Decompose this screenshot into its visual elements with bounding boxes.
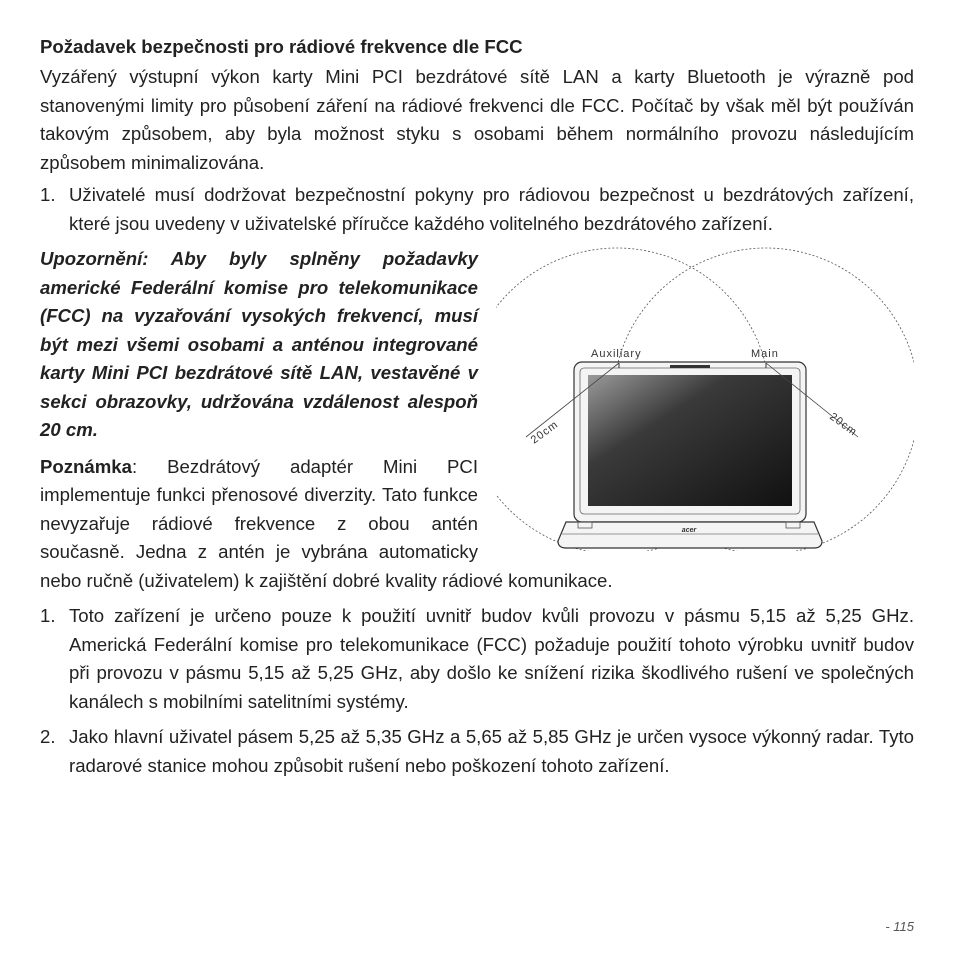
laptop-antenna-figure xyxy=(496,245,914,551)
list-number: 1. xyxy=(40,605,56,626)
distance-right-label: 20cm xyxy=(827,410,860,439)
distance-left-label: 20cm xyxy=(528,418,561,447)
section-heading: Požadavek bezpečnosti pro rádiové frekvence dle FCC xyxy=(40,36,523,57)
auxiliary-label: Auxiliary xyxy=(591,348,642,360)
laptop-base xyxy=(558,522,822,548)
list-number: 1. xyxy=(40,184,56,205)
camera-slot xyxy=(670,365,710,368)
band-list xyxy=(40,602,914,780)
laptop-screen xyxy=(588,375,792,506)
intro-paragraph: Vyzářený výstupní výkon karty Mini PCI bezdrátové sítě LAN a karty Bluetooth je výrazně pod stanovenými limity pro působení záření na rádiové frekvenci dle FCC. Počítač by však měl být používán takovým způsobem, aby byla možnost styku s osobami během normálního provozu následujícím způsobem minimalizována. xyxy=(40,66,914,173)
note-text: : Bezdrátový adaptér Mini PCI implementuje funkci přenosové diverzity. Tato funkce nevyzařuje rádiové frekvence z obou antén současně. Jedna z antén je vybrána automaticky nebo ručně (uživatelem) k zajištění dobré kvality rádiové komunikace. xyxy=(40,455,613,591)
note-label: Poznámka xyxy=(40,455,132,477)
antenna-diagram xyxy=(496,245,914,551)
list-text: Uživatelé musí dodržovat bezpečnostní pokyny pro rádiovou bezpečnost u bezdrátových zařízení, které jsou uvedeny v uživatelské příručce každého volitelného bezdrátového zařízení. xyxy=(69,184,914,234)
list-text: Toto zařízení je určeno pouze k použití uvnitř budov kvůli provozu v pásmu 5,15 až 5,25 GHz. Americká Federální komise pro telekomunikace (FCC) požaduje použití tohoto výrobku uvnitř budov při provozu v pásmu 5,15 až 5,25 GHz, aby došlo ke snížení rizika škodlivého rušení ve společných kanálech s mobilními satelitními systémy. xyxy=(69,605,914,712)
document-page xyxy=(40,34,914,780)
list-item xyxy=(40,602,914,716)
main-label: Main xyxy=(751,348,779,360)
brand-logo: acer xyxy=(681,527,697,534)
page-number: - 115 xyxy=(885,919,914,934)
list-item xyxy=(40,723,914,780)
warning-paragraph: Upozornění: Aby byly splněny požadavky americké Federální komise pro telekomunikace (FCC) na vyzařování vysokých frekvencí, musí být mezi všemi osobami a anténou integrované karty Mini PCI bezdrátové sítě LAN, vestavěné v sekci obrazovky, udržována vzdálenost alespoň 20 cm. xyxy=(40,248,478,440)
safety-list xyxy=(40,181,914,238)
list-item xyxy=(40,181,914,238)
list-text: Jako hlavní uživatel pásem 5,25 až 5,35 GHz a 5,65 až 5,85 GHz je určen vysoce výkonný radar. Tyto radarové stanice mohou způsobit rušení nebo poškození tohoto zařízení. xyxy=(69,726,914,776)
list-number: 2. xyxy=(40,726,56,747)
